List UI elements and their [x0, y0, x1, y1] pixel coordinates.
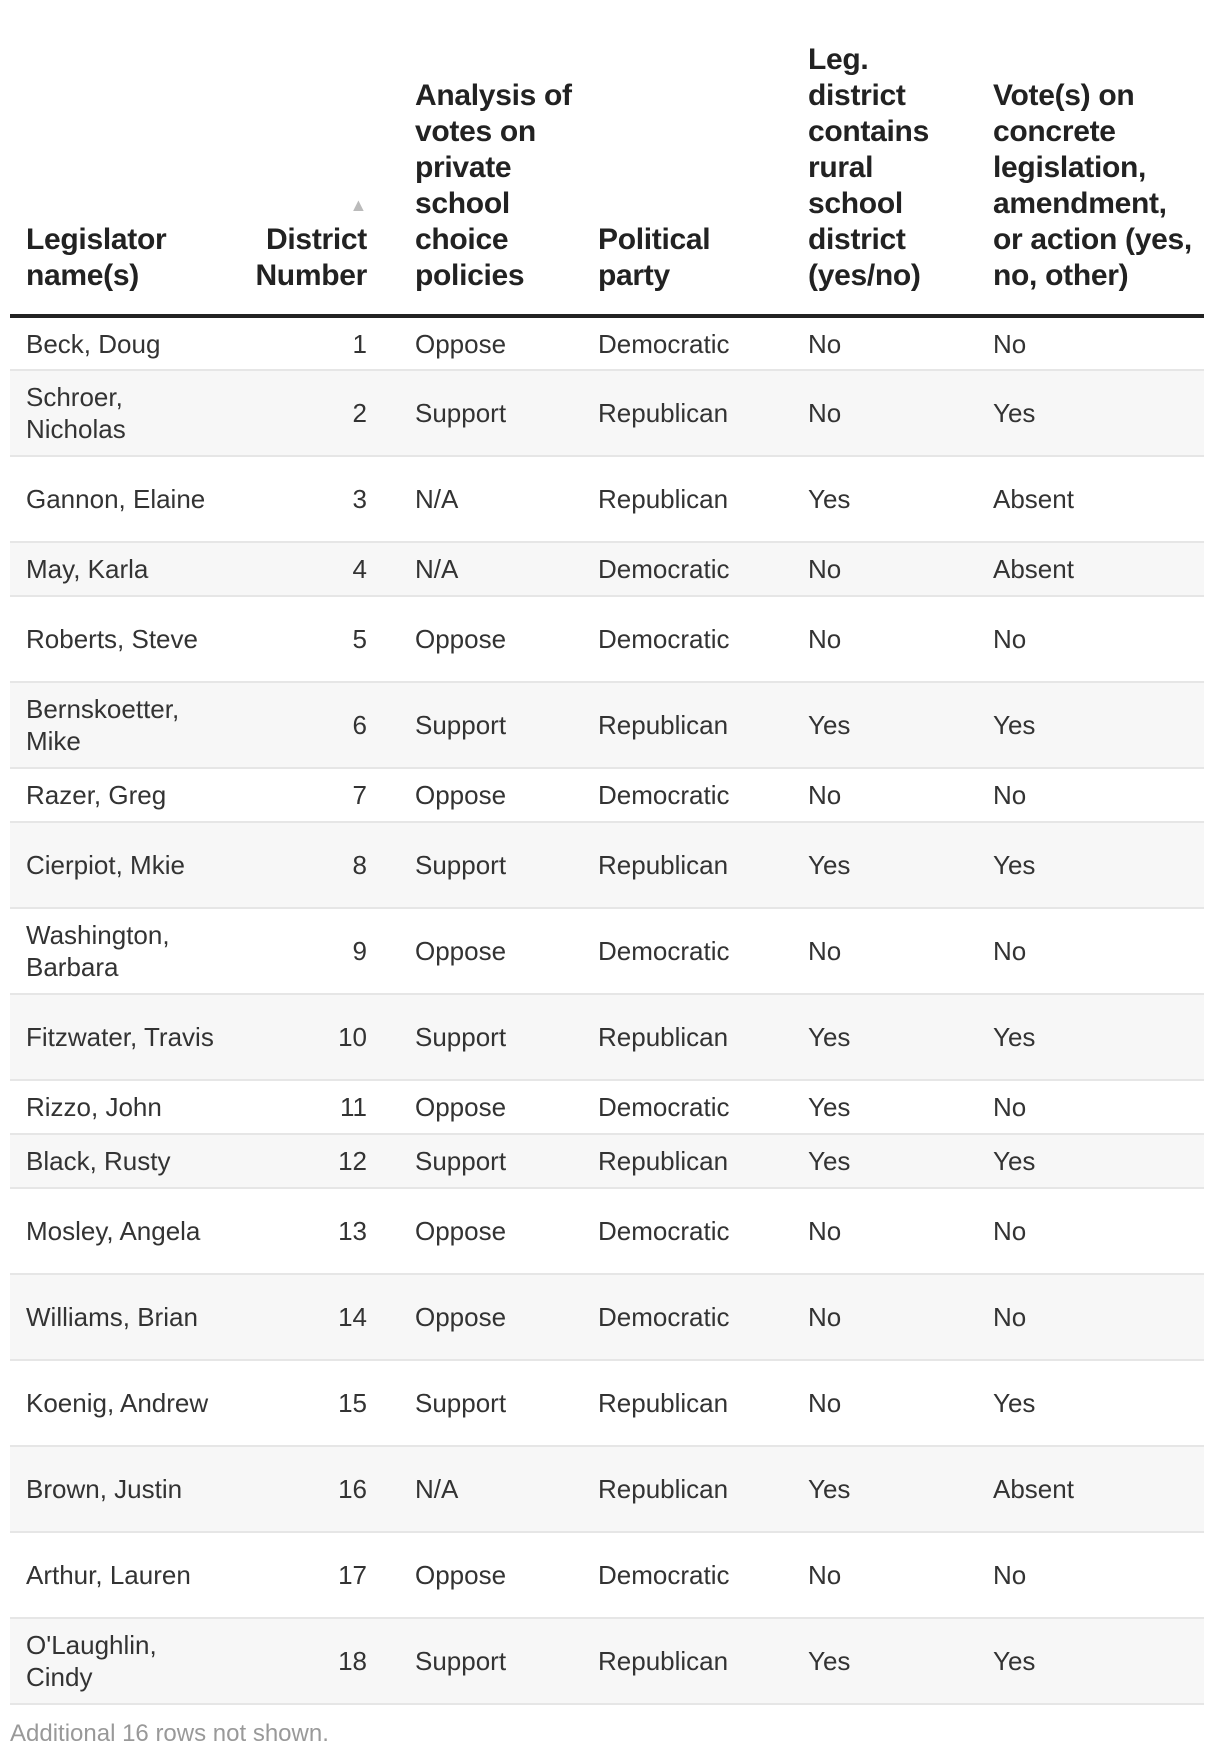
cell-legislator-name: Fitzwater, Travis	[10, 994, 237, 1080]
cell-legislator-name: Bernskoetter, Mike	[10, 682, 237, 768]
cell-district-number: 2	[237, 370, 399, 456]
cell-party: Democratic	[582, 1080, 792, 1134]
cell-legislator-name: Arthur, Lauren	[10, 1532, 237, 1618]
cell-rural: No	[792, 768, 977, 822]
column-header-party[interactable]: Political party	[582, 0, 792, 316]
cell-vote: Yes	[977, 1360, 1204, 1446]
cell-legislator-name: Williams, Brian	[10, 1274, 237, 1360]
cell-analysis: N/A	[399, 456, 582, 542]
cell-party: Republican	[582, 1134, 792, 1188]
sort-ascending-icon: ▲	[349, 195, 367, 215]
legislator-table	[10, 0, 1204, 1705]
cell-analysis: Support	[399, 1134, 582, 1188]
cell-vote: No	[977, 596, 1204, 682]
table-row	[10, 1080, 1204, 1134]
cell-legislator-name: Rizzo, John	[10, 1080, 237, 1134]
cell-district-number: 6	[237, 682, 399, 768]
cell-party: Democratic	[582, 768, 792, 822]
cell-analysis: Support	[399, 1618, 582, 1704]
cell-district-number: 10	[237, 994, 399, 1080]
cell-vote: No	[977, 1274, 1204, 1360]
cell-district-number: 4	[237, 542, 399, 596]
cell-rural: No	[792, 316, 977, 370]
table-body	[10, 316, 1204, 1704]
cell-analysis: Support	[399, 370, 582, 456]
cell-rural: Yes	[792, 822, 977, 908]
column-header-analysis[interactable]: Analysis of votes on private school choice policies	[399, 0, 582, 316]
cell-legislator-name: Koenig, Andrew	[10, 1360, 237, 1446]
table-row	[10, 1446, 1204, 1532]
cell-party: Republican	[582, 1618, 792, 1704]
cell-party: Republican	[582, 456, 792, 542]
cell-legislator-name: Black, Rusty	[10, 1134, 237, 1188]
cell-analysis: Oppose	[399, 596, 582, 682]
cell-party: Republican	[582, 1360, 792, 1446]
table-row	[10, 1188, 1204, 1274]
cell-district-number: 3	[237, 456, 399, 542]
cell-vote: No	[977, 1080, 1204, 1134]
cell-party: Democratic	[582, 1274, 792, 1360]
cell-party: Democratic	[582, 316, 792, 370]
cell-party: Republican	[582, 822, 792, 908]
cell-party: Democratic	[582, 1188, 792, 1274]
cell-legislator-name: Cierpiot, Mkie	[10, 822, 237, 908]
footnote: Additional 16 rows not shown.	[10, 1720, 329, 1747]
table-row	[10, 908, 1204, 994]
cell-vote: No	[977, 908, 1204, 994]
table-row	[10, 542, 1204, 596]
cell-legislator-name: Brown, Justin	[10, 1446, 237, 1532]
cell-rural: Yes	[792, 994, 977, 1080]
cell-party: Democratic	[582, 542, 792, 596]
cell-rural: No	[792, 1360, 977, 1446]
cell-district-number: 8	[237, 822, 399, 908]
cell-analysis: Oppose	[399, 316, 582, 370]
cell-party: Republican	[582, 370, 792, 456]
cell-analysis: Oppose	[399, 908, 582, 994]
table-row	[10, 596, 1204, 682]
cell-rural: No	[792, 1532, 977, 1618]
cell-legislator-name: O'Laughlin, Cindy	[10, 1618, 237, 1704]
cell-district-number: 7	[237, 768, 399, 822]
cell-district-number: 11	[237, 1080, 399, 1134]
table-row	[10, 994, 1204, 1080]
cell-legislator-name: Washington, Barbara	[10, 908, 237, 994]
cell-vote: Absent	[977, 1446, 1204, 1532]
cell-district-number: 14	[237, 1274, 399, 1360]
cell-rural: Yes	[792, 1618, 977, 1704]
cell-legislator-name: Beck, Doug	[10, 316, 237, 370]
cell-vote: Yes	[977, 822, 1204, 908]
cell-vote: No	[977, 768, 1204, 822]
cell-vote: Yes	[977, 682, 1204, 768]
cell-analysis: Support	[399, 1360, 582, 1446]
table-row	[10, 456, 1204, 542]
cell-analysis: Support	[399, 822, 582, 908]
table-row	[10, 1360, 1204, 1446]
cell-rural: Yes	[792, 1446, 977, 1532]
cell-analysis: Oppose	[399, 1532, 582, 1618]
cell-district-number: 5	[237, 596, 399, 682]
cell-vote: Yes	[977, 1134, 1204, 1188]
cell-district-number: 16	[237, 1446, 399, 1532]
cell-vote: Yes	[977, 1618, 1204, 1704]
cell-rural: Yes	[792, 1134, 977, 1188]
cell-analysis: Oppose	[399, 1188, 582, 1274]
cell-party: Republican	[582, 1446, 792, 1532]
cell-analysis: Oppose	[399, 768, 582, 822]
cell-rural: No	[792, 908, 977, 994]
table-row	[10, 822, 1204, 908]
cell-rural: No	[792, 1274, 977, 1360]
cell-legislator-name: Mosley, Angela	[10, 1188, 237, 1274]
table-row	[10, 316, 1204, 370]
cell-legislator-name: Schroer, Nicholas	[10, 370, 237, 456]
cell-vote: Absent	[977, 542, 1204, 596]
cell-party: Republican	[582, 682, 792, 768]
column-header-vote[interactable]: Vote(s) on concrete legislation, amendment, or action (yes, no, other)	[977, 0, 1204, 316]
cell-vote: Absent	[977, 456, 1204, 542]
column-header-district[interactable]: ▲ District Number	[237, 0, 399, 316]
cell-district-number: 1	[237, 316, 399, 370]
cell-vote: No	[977, 316, 1204, 370]
cell-rural: No	[792, 542, 977, 596]
cell-analysis: N/A	[399, 542, 582, 596]
cell-district-number: 13	[237, 1188, 399, 1274]
cell-party: Democratic	[582, 1532, 792, 1618]
table-row	[10, 768, 1204, 822]
cell-district-number: 9	[237, 908, 399, 994]
cell-vote: Yes	[977, 370, 1204, 456]
cell-vote: No	[977, 1532, 1204, 1618]
cell-legislator-name: Gannon, Elaine	[10, 456, 237, 542]
cell-legislator-name: Roberts, Steve	[10, 596, 237, 682]
table-row	[10, 1618, 1204, 1704]
cell-legislator-name: May, Karla	[10, 542, 237, 596]
cell-analysis: Support	[399, 682, 582, 768]
table-row	[10, 370, 1204, 456]
cell-analysis: N/A	[399, 1446, 582, 1532]
table-row	[10, 682, 1204, 768]
header-row	[10, 0, 1204, 316]
cell-party: Democratic	[582, 908, 792, 994]
cell-district-number: 12	[237, 1134, 399, 1188]
cell-rural: No	[792, 1188, 977, 1274]
cell-analysis: Support	[399, 994, 582, 1080]
cell-district-number: 18	[237, 1618, 399, 1704]
cell-rural: No	[792, 370, 977, 456]
cell-district-number: 17	[237, 1532, 399, 1618]
cell-rural: Yes	[792, 456, 977, 542]
table-row	[10, 1134, 1204, 1188]
cell-rural: No	[792, 596, 977, 682]
cell-analysis: Oppose	[399, 1080, 582, 1134]
cell-vote: Yes	[977, 994, 1204, 1080]
cell-analysis: Oppose	[399, 1274, 582, 1360]
column-header-rural[interactable]: Leg. district contains rural school district (yes/no)	[792, 0, 977, 316]
column-header-legislator[interactable]: Legislator name(s)	[10, 0, 237, 316]
table-row	[10, 1532, 1204, 1618]
cell-legislator-name: Razer, Greg	[10, 768, 237, 822]
cell-rural: Yes	[792, 682, 977, 768]
cell-party: Democratic	[582, 596, 792, 682]
cell-rural: Yes	[792, 1080, 977, 1134]
cell-district-number: 15	[237, 1360, 399, 1446]
cell-vote: No	[977, 1188, 1204, 1274]
table-row	[10, 1274, 1204, 1360]
cell-party: Republican	[582, 994, 792, 1080]
